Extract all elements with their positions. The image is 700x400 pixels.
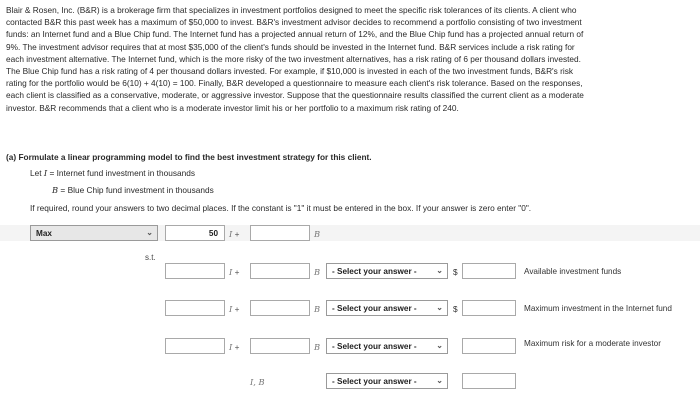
c2-coef-I-input[interactable] — [165, 300, 225, 316]
problem-line: each investment alternative. The Internet fund, which is the more risky of the two investment alternatives, has a risk rating of 6 per thousand dollars invested. — [6, 53, 581, 64]
problem-line: The Blue Chip fund has a risk rating of 4 per thousand dollars invested. For example, if $10,000 is invested in each of the two investment funds, B&R's risk — [6, 66, 573, 77]
c1-coef-I-input[interactable] — [165, 263, 225, 279]
nonneg-vars: I, B — [250, 377, 265, 387]
variable-I: I — [43, 168, 48, 178]
c1-rhs-input[interactable] — [462, 263, 516, 279]
problem-line: Blair & Rosen, Inc. (B&R) is a brokerage firm that specializes in investment portfolios designed to meet the specific risk tolerances of its clients. A client who — [6, 5, 577, 15]
objective-coef-B-input[interactable] — [250, 225, 310, 241]
chevron-down-icon: ⌄ — [436, 376, 443, 385]
problem-line: each client is classified as a conservative, moderate, or aggressive investor. Suppose that the questionnaire results classified the current client as a moderate — [6, 90, 584, 101]
c2-rhs-input[interactable] — [462, 300, 516, 316]
instructions: If required, round your answers to two decimal places. If the constant is "1" it must be entered in the box. If your answer is zero enter "0". — [30, 203, 532, 213]
c2-coef-B-input[interactable] — [250, 300, 310, 316]
c1-relation-select[interactable] — [326, 263, 448, 279]
nonneg-relation-select[interactable] — [326, 373, 448, 389]
problem-line: investor. B&R recommends that a client who is a moderate investor limit his or her portfolio to a maximum risk rating of 240. — [6, 102, 459, 113]
chevron-down-icon: ⌄ — [436, 341, 443, 350]
definition-B — [52, 185, 214, 195]
objective-B-term: B — [314, 229, 321, 239]
definition-B-text: = Blue Chip fund investment in thousands — [60, 185, 214, 195]
objective-I-term: I + — [229, 229, 240, 239]
problem-line: contacted B&R this past week has a maximum of $50,000 to invest. B&R's investment advisor decides to recommend a portfolio consisting of two investment — [6, 17, 582, 28]
c1-B-term: B — [314, 267, 321, 277]
c2-B-term: B — [314, 304, 321, 314]
chevron-down-icon: ⌄ — [436, 303, 443, 312]
problem-line: funds: an Internet fund and a Blue Chip fund. The Internet fund has a projected annual return of 12%, and the Blue Chip fund has a projected annual return of — [6, 29, 584, 40]
objective-coef-I-input[interactable]: 50 — [165, 225, 225, 241]
definition-I-text: = Internet fund investment in thousands — [49, 168, 195, 178]
variable-B: B — [52, 185, 59, 195]
problem-line: 9%. The investment advisor requires that at most $35,000 of the client's funds should be invested in the Internet fund. B&R services include a risk rating for — [6, 41, 575, 52]
c3-B-term: B — [314, 342, 321, 352]
problem-statement — [6, 4, 694, 114]
c2-relation-value: - Select your answer - — [332, 304, 417, 313]
c3-relation-value: - Select your answer - — [332, 342, 417, 351]
chevron-down-icon: ⌄ — [146, 228, 153, 237]
c2-I-term: I + — [229, 304, 240, 314]
chevron-down-icon: ⌄ — [436, 266, 443, 275]
c1-I-term: I + — [229, 267, 240, 277]
part-a-title: (a) Formulate a linear programming model to find the best investment strategy for this client. — [6, 152, 372, 162]
problem-line: rating for the portfolio would be 6(10) + 4(10) = 100. Finally, B&R developed a questionnaire to measure each client's risk tolerance. Based on the responses, — [6, 78, 583, 89]
c1-coef-B-input[interactable] — [250, 263, 310, 279]
c3-rhs-input[interactable] — [462, 338, 516, 354]
c1-dollar-sign: $ — [453, 267, 458, 277]
c1-relation-value: - Select your answer - — [332, 267, 417, 276]
nonneg-rhs-input[interactable] — [462, 373, 516, 389]
definition-I — [30, 168, 195, 178]
c3-coef-B-input[interactable] — [250, 338, 310, 354]
c2-relation-select[interactable] — [326, 300, 448, 316]
c3-coef-I-input[interactable] — [165, 338, 225, 354]
c2-dollar-sign: $ — [453, 304, 458, 314]
c3-I-term: I + — [229, 342, 240, 352]
let-prefix: Let — [30, 168, 42, 178]
c3-relation-select[interactable] — [326, 338, 448, 354]
c2-label: Maximum investment in the Internet fund — [524, 304, 672, 313]
c3-label: Maximum risk for a moderate investor — [524, 339, 661, 348]
subject-to-label: s.t. — [145, 253, 156, 262]
objective-type-select[interactable] — [30, 225, 158, 241]
nonneg-relation-value: - Select your answer - — [332, 377, 417, 386]
c1-label: Available investment funds — [524, 267, 622, 276]
objective-type-value: Max — [36, 229, 52, 238]
